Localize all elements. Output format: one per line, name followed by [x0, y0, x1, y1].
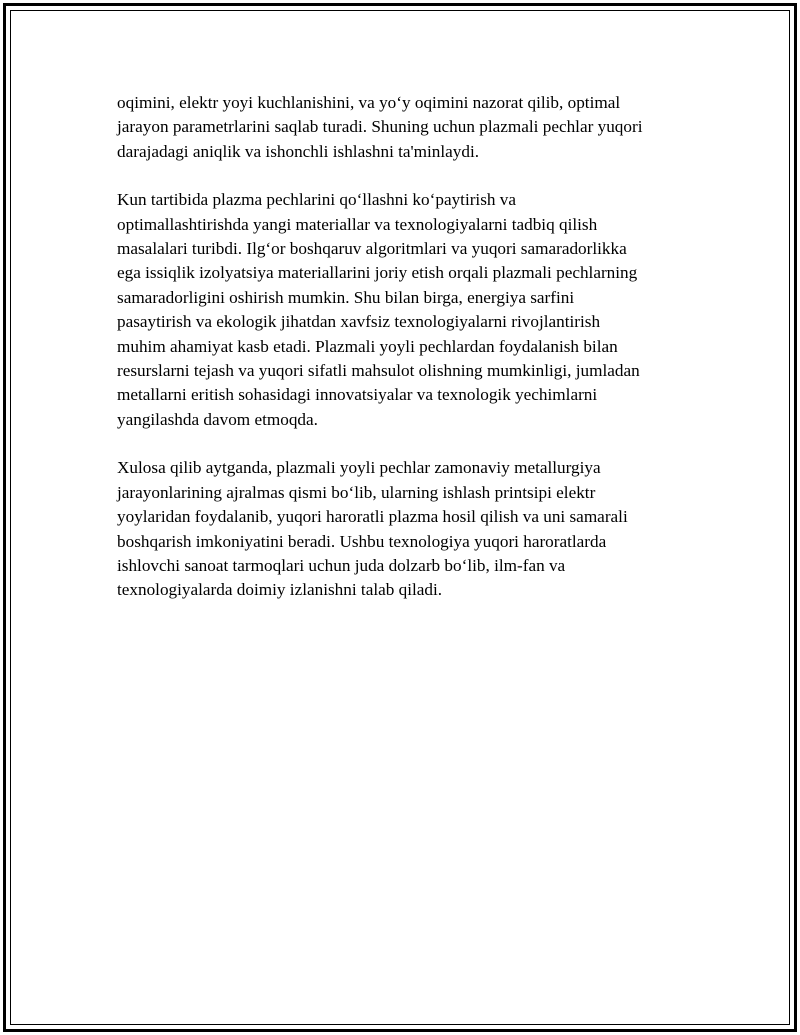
paragraph-line: masalalari turibdi. Ilg‘or boshqaruv algoritmlari va yuqori samaradorlikka [117, 239, 627, 259]
paragraph-line: Kun tartibida plazma pechlarini qo‘llashni ko‘paytirish va [117, 190, 517, 210]
paragraph-line: ishlovchi sanoat tarmoqlari uchun juda dolzarb bo‘lib, ilm-fan va [117, 555, 566, 575]
paragraph-line: Xulosa qilib aytganda, plazmali yoyli pechlar zamonaviy metallurgiya [117, 458, 601, 478]
paragraph-line: darajadagi aniqlik va ishonchli ishlashni ta'minlaydi. [117, 141, 480, 161]
paragraph-line: samaradorligini oshirish mumkin. Shu bilan birga, energiya sarfini [117, 287, 575, 307]
paragraph-2 [117, 188, 692, 432]
paragraph-line: resurslarni tejash va yuqori sifatli mahsulot olishning mumkinligi, jumladan [117, 361, 640, 381]
paragraph-line: ega issiqlik izolyatsiya materiallarini joriy etish orqali plazmali pechlarning [117, 263, 638, 283]
paragraph-line: boshqarish imkoniyatini beradi. Ushbu texnologiya yuqori haroratlarda [117, 531, 607, 551]
paragraph-line: jarayon parametrlarini saqlab turadi. Shuning uchun plazmali pechlar yuqori [117, 117, 643, 137]
document-body [117, 91, 692, 627]
paragraph-line: pasaytirish va ekologik jihatdan xavfsiz texnologiyalarni rivojlantirish [117, 312, 601, 332]
paragraph-line: metallarni eritish sohasidagi innovatsiyalar va texnologik yechimlarni [117, 385, 598, 405]
paragraph-line: yoylaridan foydalanib, yuqori haroratli plazma hosil qilish va uni samarali [117, 507, 628, 527]
paragraph-line: optimallashtirishda yangi materiallar va texnologiyalarni tadbiq qilish [117, 214, 598, 234]
paragraph-3 [117, 456, 692, 602]
paragraph-line: muhim ahamiyat kasb etadi. Plazmali yoyli pechlardan foydalanish bilan [117, 336, 618, 356]
paragraph-line: texnologiyalarda doimiy izlanishni talab qiladi. [117, 580, 443, 600]
paragraph-line: yangilashda davom etmoqda. [117, 409, 318, 429]
paragraph-line: jarayonlarining ajralmas qismi bo‘lib, ularning ishlash printsipi elektr [117, 482, 596, 502]
paragraph-line: oqimini, elektr yoyi kuchlanishini, va yo‘y oqimini nazorat qilib, optimal [117, 93, 621, 112]
paragraph-1 [117, 91, 692, 164]
